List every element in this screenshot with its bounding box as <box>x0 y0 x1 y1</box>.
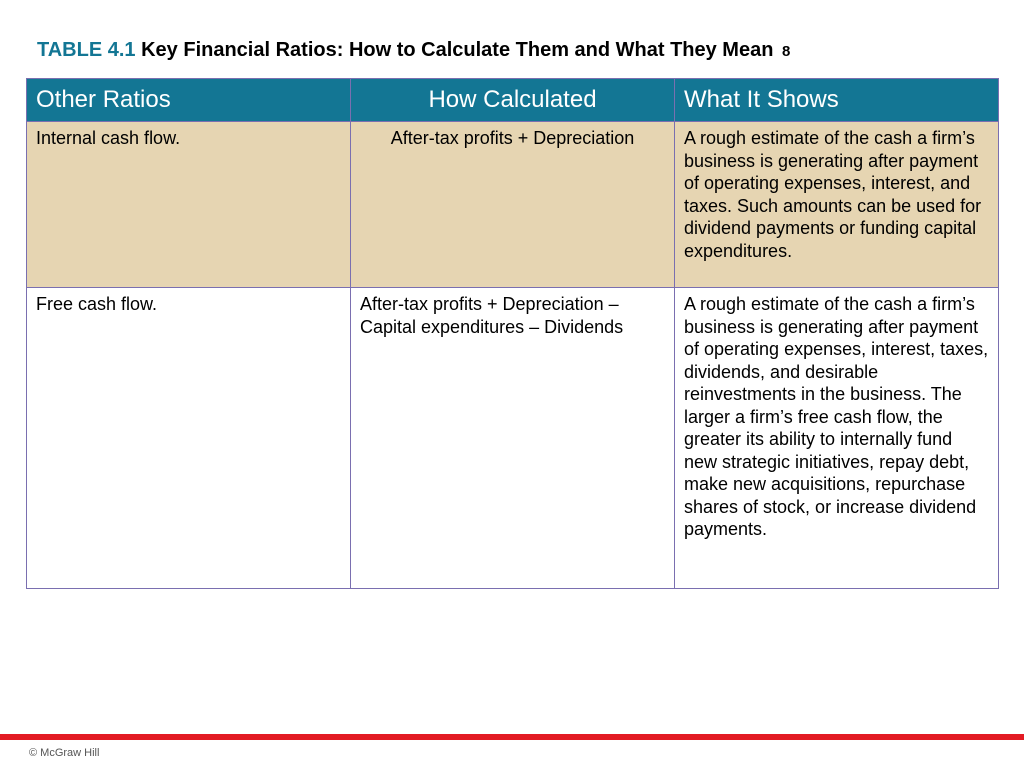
cell-description: A rough estimate of the cash a firm’s business is generating after payment of operating expenses, interest, and taxes. Such amounts can be used for dividend payments or funding capital expenditures. <box>675 122 999 288</box>
cell-description: A rough estimate of the cash a firm’s business is generating after payment of operating expenses, interest, taxes, dividends, and desirable reinvestments in the business. The larger a firm’s free cash flow, the greater its ability to internally fund new strategic initiatives, repay debt, make new acquisitions, repurchase shares of stock, or increase dividend payments. <box>675 288 999 589</box>
footer-accent-bar <box>0 734 1024 740</box>
table-title <box>37 39 790 62</box>
cell-ratio-name: Free cash flow. <box>27 288 351 589</box>
table-header-row <box>27 79 999 122</box>
header-other-ratios: Other Ratios <box>27 79 351 122</box>
header-how-calculated: How Calculated <box>351 79 675 122</box>
cell-calculation: After-tax profits + Depreciation <box>351 122 675 288</box>
table-title-text: Key Financial Ratios: How to Calculate Them and What They Mean <box>141 39 774 61</box>
cell-calculation: After-tax profits + Depreciation – Capital expenditures – Dividends <box>351 288 675 589</box>
ratios-table <box>26 78 999 589</box>
copyright-notice: © McGraw Hill <box>29 747 100 759</box>
table-row <box>27 122 999 288</box>
header-what-it-shows: What It Shows <box>675 79 999 122</box>
table-row <box>27 288 999 589</box>
footnote-marker: 8 <box>782 43 791 60</box>
cell-ratio-name: Internal cash flow. <box>27 122 351 288</box>
table-number-label: TABLE 4.1 <box>37 39 136 61</box>
